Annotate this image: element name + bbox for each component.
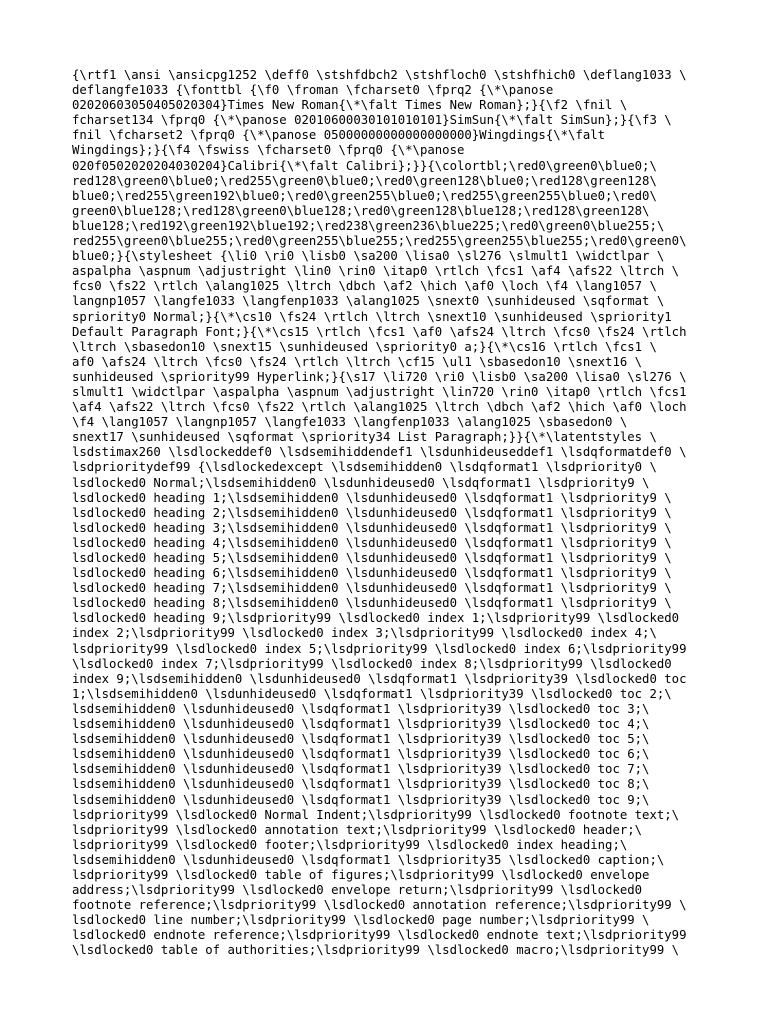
text-line: index 2;\lsdpriority99 \lsdlocked0 index 3;\lsdpriority99 \lsdlocked0 index 4;\ [72, 626, 657, 641]
text-line: lsdsemihidden0 \lsdunhideused0 \lsdqformat1 \lsdpriority39 \lsdlocked0 toc 4;\ [72, 717, 650, 732]
text-line: af0 \afs24 \ltrch \fcs0 \fs24 \rtlch \ltrch \cf15 \ul1 \sbasedon10 \snext16 \ [72, 354, 643, 369]
text-line: slmult1 \widctlpar \aspalpha \aspnum \adjustright \lin720 \rin0 \itap0 \rtlch \fcs1 [72, 384, 687, 399]
text-line: lsdlocked0 line number;\lsdpriority99 \lsdlocked0 page number;\lsdpriority99 \ [72, 913, 650, 928]
text-line: fnil \fcharset2 \fprq0 {\*\panose 05000000000000000000}Wingdings{\*\falt [72, 128, 606, 143]
text-line: lsdlocked0 heading 8;\lsdsemihidden0 \lsdunhideused0 \lsdqformat1 \lsdpriority9 \ [72, 596, 672, 611]
text-line: blue0;}{\stylesheet {\li0 \ri0 \lisb0 \sa200 \lisa0 \sl276 \slmult1 \widctlpar \ [72, 249, 665, 264]
text-line: lsdprioritydef99 {\lsdlockedexcept \lsdsemihidden0 \lsdqformat1 \lsdpriority0 \ [72, 460, 657, 475]
text-line: lsdsemihidden0 \lsdunhideused0 \lsdqformat1 \lsdpriority39 \lsdlocked0 toc 9;\ [72, 792, 650, 807]
text-line: lsdpriority99 \lsdlocked0 table of figures;\lsdpriority99 \lsdlocked0 envelope [72, 867, 650, 882]
text-line: lsdlocked0 heading 1;\lsdsemihidden0 \lsdunhideused0 \lsdqformat1 \lsdpriority9 \ [72, 490, 672, 505]
text-line: fcs0 \fs22 \rtlch \alang1025 \ltrch \dbch \af2 \hich \af0 \loch \f4 \lang1057 \ [72, 279, 657, 294]
text-line: lsdlocked0 heading 3;\lsdsemihidden0 \lsdunhideused0 \lsdqformat1 \lsdpriority9 \ [72, 520, 672, 535]
text-line: \af4 \afs22 \ltrch \fcs0 \fs22 \rtlch \alang1025 \ltrch \dbch \af2 \hich \af0 \loch [72, 400, 687, 415]
text-line: langnp1057 \langfe1033 \langfenp1033 \alang1025 \snext0 \sunhideused \sqformat \ [72, 294, 665, 309]
text-line: blue0;\red255\green192\blue0;\red0\green255\blue0;\red255\green255\blue0;\red0\ [72, 188, 657, 203]
text-line: lsdpriority99 \lsdlocked0 Normal Indent;\lsdpriority99 \lsdlocked0 footnote text;\ [72, 807, 680, 822]
text-line: index 9;\lsdsemihidden0 \lsdunhideused0 \lsdqformat1 \lsdpriority39 \lsdlocked0 toc [72, 671, 687, 686]
text-line: \ltrch \sbasedon10 \snext15 \sunhideused \spriority0 a;}{\*\cs16 \rtlch \fcs1 \ [72, 339, 657, 354]
text-line: snext17 \sunhideused \sqformat \spriority34 List Paragraph;}}{\*\latentstyles \ [72, 430, 657, 445]
text-line: lsdsemihidden0 \lsdunhideused0 \lsdqformat1 \lsdpriority39 \lsdlocked0 toc 7;\ [72, 762, 650, 777]
text-line: lsdlocked0 heading 7;\lsdsemihidden0 \lsdunhideused0 \lsdqformat1 \lsdpriority9 \ [72, 581, 672, 596]
text-line: lsdsemihidden0 \lsdunhideused0 \lsdqformat1 \lsdpriority39 \lsdlocked0 toc 5;\ [72, 732, 650, 747]
text-line: address;\lsdpriority99 \lsdlocked0 envelope return;\lsdpriority99 \lsdlocked0 [72, 883, 643, 898]
text-line: Wingdings};}{\f4 \fswiss \fcharset0 \fprq0 {\*\panose [72, 143, 465, 158]
text-line: lsdsemihidden0 \lsdunhideused0 \lsdqformat1 \lsdpriority39 \lsdlocked0 toc 6;\ [72, 747, 650, 762]
text-line: aspalpha \aspnum \adjustright \lin0 \rin0 \itap0 \rtlch \fcs1 \af4 \afs22 \ltrch \ [72, 264, 680, 279]
text-line: blue128;\red192\green192\blue192;\red238\green236\blue225;\red0\green0\blue255;\ [72, 218, 665, 233]
text-line: lsdlocked0 heading 9;\lsdpriority99 \lsdlocked0 index 1;\lsdpriority99 \lsdlocked0 [72, 611, 680, 626]
text-line: lsdlocked0 heading 4;\lsdsemihidden0 \lsdunhideused0 \lsdqformat1 \lsdpriority9 \ [72, 535, 672, 550]
text-line: red255\green0\blue255;\red0\green255\blue255;\red255\green255\blue255;\red0\green0\ [72, 234, 687, 249]
text-line: lsdlocked0 heading 6;\lsdsemihidden0 \lsdunhideused0 \lsdqformat1 \lsdpriority9 \ [72, 566, 672, 581]
text-line: footnote reference;\lsdpriority99 \lsdlocked0 annotation reference;\lsdpriority99 \ [72, 898, 687, 913]
text-line: red128\green0\blue0;\red255\green0\blue0;\red0\green128\blue0;\red128\green128\ [72, 173, 657, 188]
text-line: lsdstimax260 \lsdlockeddef0 \lsdsemihiddendef1 \lsdunhideuseddef1 \lsdqformatdef0 \ [72, 445, 687, 460]
text-line: lsdlocked0 endnote reference;\lsdpriority99 \lsdlocked0 endnote text;\lsdpriority99 [72, 928, 687, 943]
text-line: lsdpriority99 \lsdlocked0 annotation text;\lsdpriority99 \lsdlocked0 header;\ [72, 822, 643, 837]
rtf-source-text [72, 68, 712, 959]
text-line: 020f0502020204030204}Calibri{\*\falt Calibri};}}{\colortbl;\red0\green0\blue0;\ [72, 158, 657, 173]
text-line: spriority0 Normal;}{\*\cs10 \fs24 \rtlch \ltrch \snext10 \sunhideused \spriority1 [72, 309, 672, 324]
text-line: lsdlocked0 heading 5;\lsdsemihidden0 \lsdunhideused0 \lsdqformat1 \lsdpriority9 \ [72, 551, 672, 565]
text-line: sunhideused \spriority99 Hyperlink;}{\s17 \li720 \ri0 \lisb0 \sa200 \lisa0 \sl276 \ [72, 369, 687, 384]
text-line: 02020603050405020304}Times New Roman{\*\falt Times New Roman};}{\f2 \fnil \ [72, 98, 628, 113]
text-line: lsdlocked0 heading 2;\lsdsemihidden0 \lsdunhideused0 \lsdqformat1 \lsdpriority9 \ [72, 505, 672, 520]
text-line: lsdpriority99 \lsdlocked0 footer;\lsdpriority99 \lsdlocked0 index heading;\ [72, 837, 628, 852]
text-line: lsdpriority99 \lsdlocked0 index 5;\lsdpriority99 \lsdlocked0 index 6;\lsdpriority99 [72, 641, 687, 656]
text-line: \lsdlocked0 index 7;\lsdpriority99 \lsdlocked0 index 8;\lsdpriority99 \lsdlocked0 [72, 656, 672, 671]
text-line: fcharset134 \fprq0 {\*\panose 02010600030101010101}SimSun{\*\falt SimSun};}{\f3 \ [72, 113, 672, 128]
text-line: deflangfe1033 {\fonttbl {\f0 \froman \fcharset0 \fprq2 {\*\panose [72, 83, 554, 98]
text-line: {\rtf1 \ansi \ansicpg1252 \deff0 \stshfdbch2 \stshfloch0 \stshfhich0 \deflang1033 \ [72, 68, 687, 82]
text-line: lsdsemihidden0 \lsdunhideused0 \lsdqformat1 \lsdpriority39 \lsdlocked0 toc 8;\ [72, 777, 650, 792]
text-line: Default Paragraph Font;}{\*\cs15 \rtlch \fcs1 \af0 \afs24 \ltrch \fcs0 \fs24 \rtlch [72, 324, 687, 339]
text-line: lsdsemihidden0 \lsdunhideused0 \lsdqformat1 \lsdpriority35 \lsdlocked0 caption;\ [72, 852, 665, 867]
text-line: \lsdlocked0 table of authorities;\lsdpriority99 \lsdlocked0 macro;\lsdpriority99 \ [72, 943, 680, 958]
text-line: lsdsemihidden0 \lsdunhideused0 \lsdqformat1 \lsdpriority39 \lsdlocked0 toc 3;\ [72, 701, 650, 716]
text-line: lsdlocked0 Normal;\lsdsemihidden0 \lsdunhideused0 \lsdqformat1 \lsdpriority9 \ [72, 475, 650, 490]
text-line: \f4 \lang1057 \langnp1057 \langfe1033 \langfenp1033 \alang1025 \sbasedon0 \ [72, 415, 628, 430]
text-line: green0\blue128;\red128\green0\blue128;\red0\green128\blue128;\red128\green128\ [72, 203, 650, 218]
text-line: 1;\lsdsemihidden0 \lsdunhideused0 \lsdqformat1 \lsdpriority39 \lsdlocked0 toc 2;\ [72, 686, 672, 701]
